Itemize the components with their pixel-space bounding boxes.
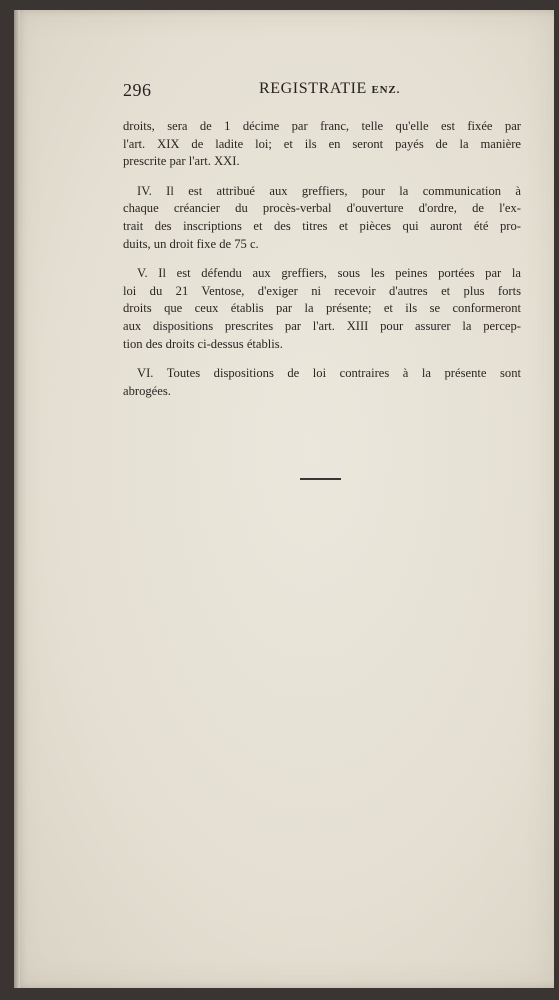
running-head-main: REGISTRATIE — [259, 80, 367, 97]
page-gutter-shadow — [14, 10, 20, 988]
running-head-small: ENZ. — [371, 84, 401, 96]
body-text — [123, 118, 521, 412]
end-rule — [300, 478, 341, 480]
text-line: duits, un droit fixe de 75 c. — [123, 236, 259, 251]
page-number: 296 — [123, 80, 152, 100]
page-header — [123, 78, 523, 102]
text-line: chaque créancier du procès-verbal d'ouverture d'ordre, de l'ex- — [123, 201, 521, 216]
text-line: IV. Il est attribué aux greffiers, pour la communication à — [137, 183, 521, 198]
text-line: droits, sera de 1 décime par franc, telle qu'elle est fixée par — [123, 119, 521, 133]
article-iv — [123, 183, 521, 253]
text-line: loi du 21 Ventose, d'exiger ni recevoir d'autres et plus forts — [123, 283, 521, 298]
text-line: l'art. XIX de ladite loi; et ils en seront payés de la manière — [123, 136, 521, 151]
paragraph-continuation — [123, 118, 521, 171]
text-line: VI. Toutes dispositions de loi contraires à la présente sont — [137, 366, 521, 381]
text-line: abrogées. — [123, 383, 171, 398]
text-line: droits que ceux établis par la présente; et ils se conformeront — [123, 301, 521, 316]
text-line: aux dispositions prescrites par l'art. XIII pour assurer la percep- — [123, 318, 521, 333]
text-line: prescrite par l'art. XXI. — [123, 154, 240, 169]
article-vi — [123, 365, 521, 400]
text-line: tion des droits ci-dessus établis. — [123, 336, 283, 351]
running-head — [259, 80, 400, 98]
text-line: V. Il est défendu aux greffiers, sous les peines portées par la — [137, 266, 521, 281]
article-v — [123, 265, 521, 353]
text-line: trait des inscriptions et des titres et pièces qui auront été pro- — [123, 218, 521, 233]
